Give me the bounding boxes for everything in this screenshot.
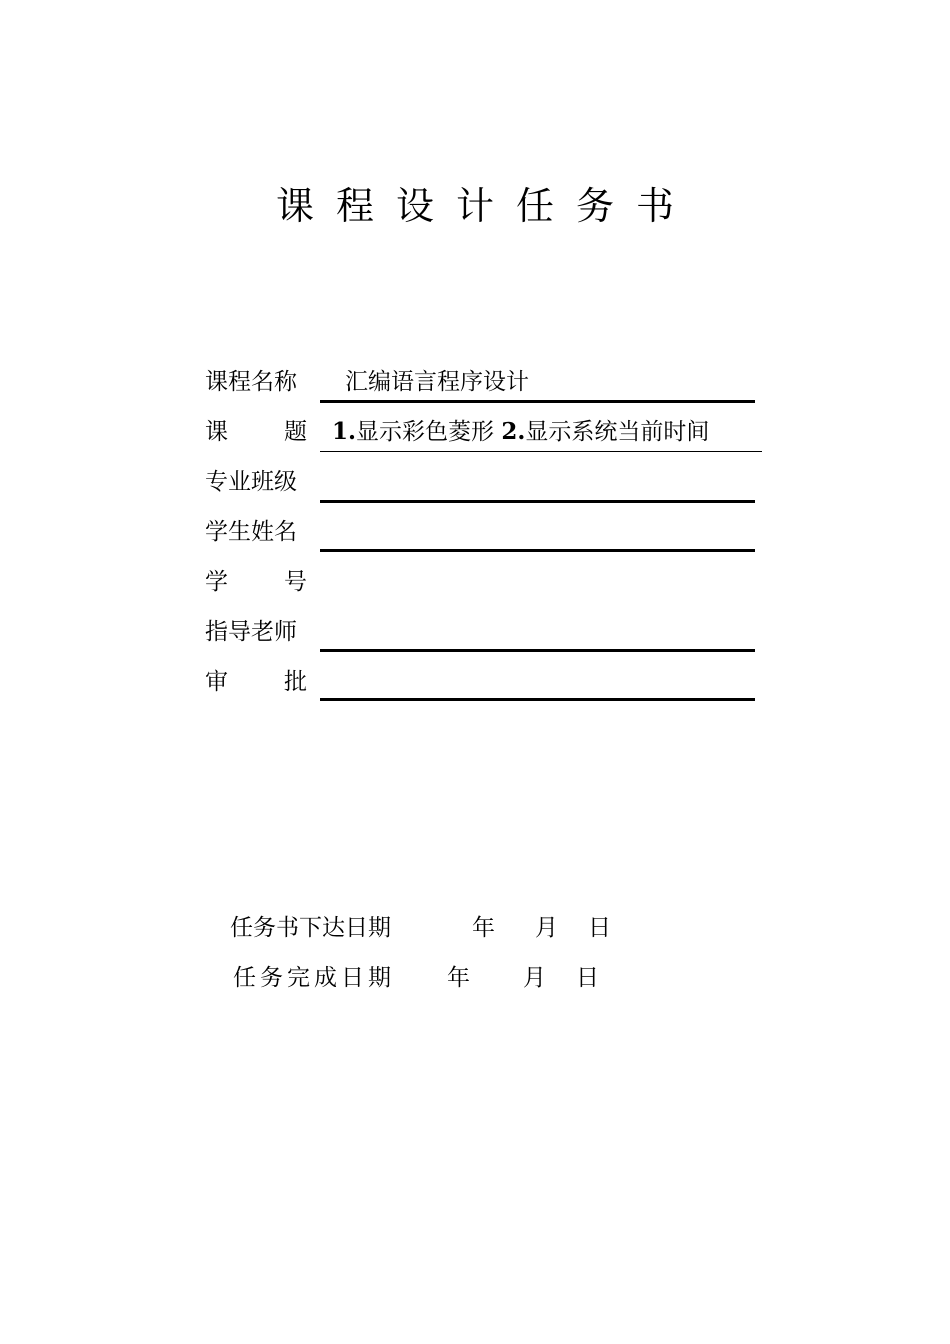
complete-year-label: 年	[447, 965, 474, 991]
topic-text-2: 显示系统当前时间	[525, 419, 710, 445]
field-topic	[205, 410, 765, 454]
field-student-id	[205, 560, 765, 604]
document-title: 课程设计任务书	[275, 184, 696, 228]
field-approval	[205, 660, 765, 704]
complete-day-label: 日	[576, 965, 603, 991]
issue-month-label: 月	[535, 915, 558, 941]
field-label-course-name	[205, 366, 307, 398]
topic-number-1: 1.	[332, 418, 357, 445]
label-char: 号	[284, 569, 307, 595]
course-name-value: 汇编语言程序设计	[345, 369, 529, 395]
approval-underline	[320, 698, 755, 701]
issue-year-label: 年	[472, 915, 495, 941]
issue-date-label: 任务书下达日期	[230, 915, 391, 941]
label-char: 题	[284, 419, 307, 445]
topic-text-1: 显示彩色菱形	[356, 419, 502, 445]
label-text: 专业班级	[205, 469, 297, 495]
field-label-approval	[205, 666, 307, 698]
major-class-underline	[320, 500, 755, 503]
complete-date-label: 任务完成日期	[233, 965, 395, 991]
label-char: 课	[205, 419, 228, 445]
label-text: 指导老师	[205, 619, 297, 645]
field-label-student-id	[205, 566, 307, 598]
field-course-name	[205, 360, 765, 404]
issue-day-label: 日	[588, 915, 611, 941]
field-label-major-class	[205, 466, 307, 498]
label-text: 课程名称	[205, 369, 297, 395]
course-name-underline	[320, 400, 755, 403]
topic-number-2: 2.	[501, 418, 526, 445]
field-student-name	[205, 510, 765, 554]
label-char: 批	[284, 669, 307, 695]
advisor-underline	[320, 649, 755, 652]
topic-underline	[320, 451, 762, 452]
label-char: 审	[205, 669, 228, 695]
label-text: 学生姓名	[205, 519, 297, 545]
student-name-underline	[320, 549, 755, 552]
field-major-class	[205, 460, 765, 504]
field-advisor	[205, 610, 765, 654]
complete-month-label: 月	[523, 965, 550, 991]
topic-value	[332, 416, 709, 448]
field-label-topic	[205, 416, 307, 448]
label-char: 学	[205, 569, 228, 595]
field-label-student-name	[205, 516, 307, 548]
field-label-advisor	[205, 616, 307, 648]
